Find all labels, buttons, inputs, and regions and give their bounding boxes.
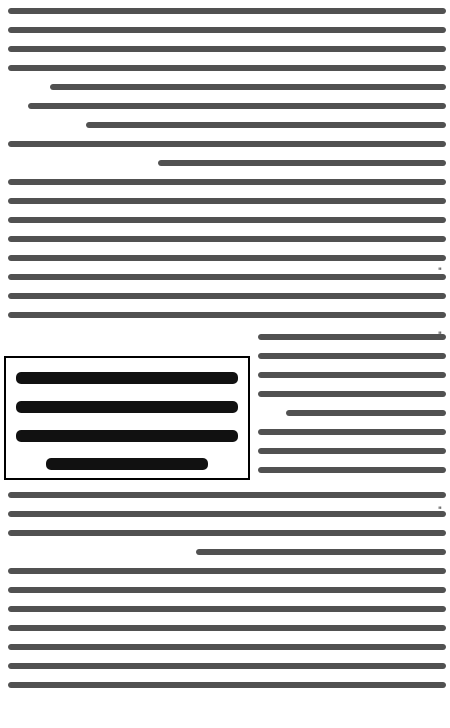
text-line: [4, 659, 446, 672]
article-body-upper: [4, 4, 446, 327]
text-line: [4, 4, 446, 17]
text-line: [4, 118, 446, 131]
text-line: [4, 545, 446, 558]
text-line: [4, 640, 446, 653]
quote-mark: ": [437, 267, 442, 277]
text-line: [4, 156, 446, 169]
pull-quote-line: [16, 372, 238, 384]
quote-mark: ": [437, 331, 442, 341]
text-line: [258, 463, 446, 476]
text-line: [258, 406, 446, 419]
text-line: [4, 507, 446, 520]
text-line: [4, 213, 446, 226]
text-line: [4, 194, 446, 207]
pull-quote-line: [16, 401, 238, 413]
pull-quote-box: [4, 356, 250, 480]
text-line: [4, 42, 446, 55]
text-line: [4, 61, 446, 74]
quote-mark: ": [437, 506, 442, 516]
text-line: [4, 583, 446, 596]
text-line: [4, 175, 446, 188]
text-line: [4, 80, 446, 93]
text-line: [258, 387, 446, 400]
text-line: [4, 602, 446, 615]
text-line: [4, 488, 446, 501]
article-body-lower: [4, 488, 446, 697]
text-line: [4, 678, 446, 691]
text-line: [4, 308, 446, 321]
text-line: [4, 137, 446, 150]
text-line: [258, 349, 446, 362]
text-line: [4, 289, 446, 302]
pull-quote-line: [46, 458, 208, 470]
article-body-right-of-quote: [258, 330, 446, 482]
text-line: [258, 425, 446, 438]
text-line: [258, 330, 446, 343]
text-line: [4, 99, 446, 112]
text-line: [4, 232, 446, 245]
text-line: [4, 251, 446, 264]
text-line: [258, 368, 446, 381]
pull-quote-line: [16, 430, 238, 442]
text-line: [4, 564, 446, 577]
text-line: [258, 444, 446, 457]
text-line: [4, 23, 446, 36]
text-line: [4, 267, 446, 283]
text-line: [4, 621, 446, 634]
text-line: [4, 526, 446, 539]
